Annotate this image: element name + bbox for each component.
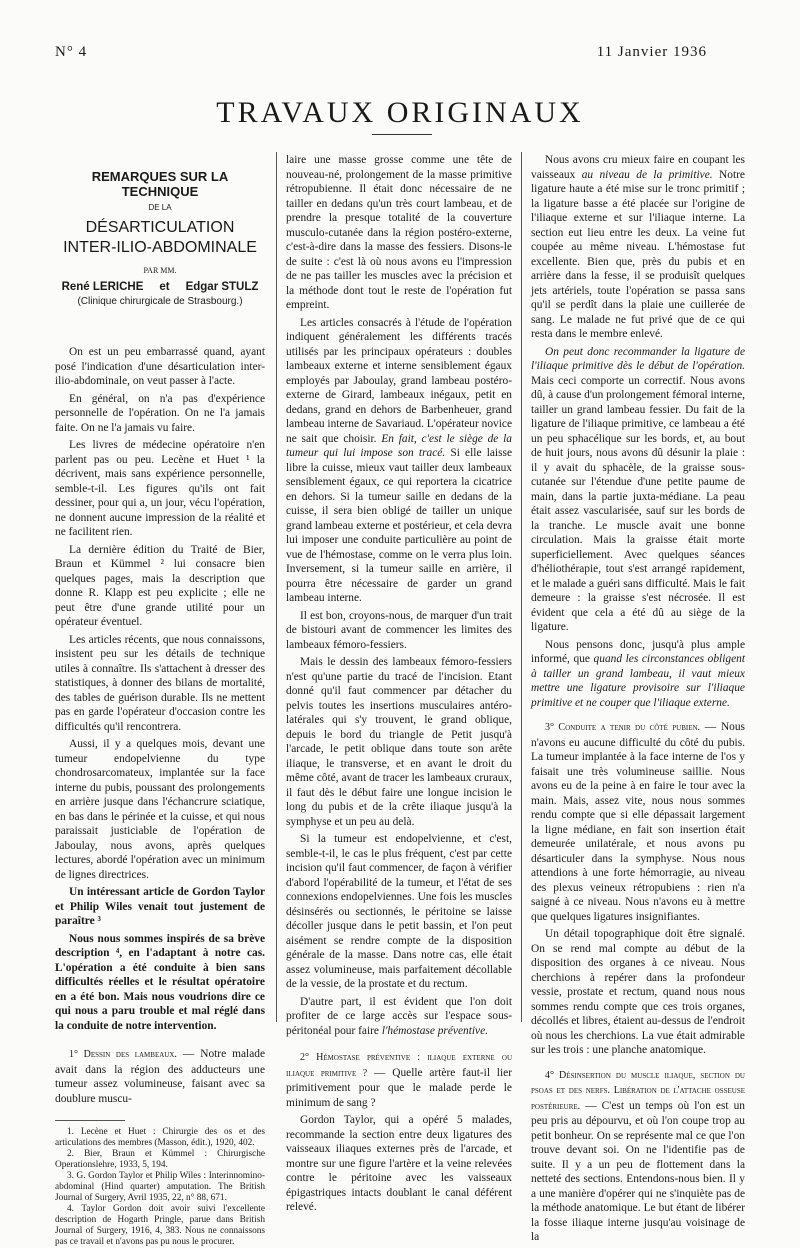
subsection-paragraph [531,1068,745,1245]
article-title-line2: INTER-ILIO-ABDOMINALE [63,238,257,256]
subsection-paragraph [286,1050,512,1110]
text-run: D'autre part, il est évident que l'on doit profiter de ce large accès sur l'espace sous-péritonéal pour faire [286,995,512,1037]
text-run-italic: En fait, c'est le siège de la tumeur qui lui impose son tracé. [286,432,512,459]
paragraph: La dernière édition du Traité de Bier, Braun et Kümmel ² lui consacre bien quelques pages, mais la description que donne R. Klapp est peu explicite ; elle ne peut être d'une grande utilité pour un opérateur éventuel. [55,543,265,628]
text-run-italic: l'hémostase préventive. [381,1024,489,1037]
text-run: Nous pensons donc, jusqu'à plus ample informé, que [531,638,745,665]
authors [55,280,265,295]
author-1: René LERICHE [61,281,144,293]
text-run: Les articles consacrés à l'étude de l'opération indiquent généralement les différents tracés utilisés par les principaux opérateurs : doubles lambeaux externe et interne sensiblement égaux employés par Jaboulay, grand lambeau postéro-externe de Girard, lambeaux inégaux, petit en dedans, grand en dehors de Barbenheuer, grand lambeau interne de Savariaud. L'opérateur novice ne sait que choisir. [286,316,512,445]
paragraph: Nous nous sommes inspirés de sa brève description ⁴, en l'adaptant à notre cas. L'opération a été conduite à bien sans difficultés réelles et le résultat opératoire en a été bon. Mais nous voudrions dire ce qui nous a paru trouble et mal réglé dans la conduite de notre intervention. [55,932,265,1032]
text-run: Si elle laisse libre la cuisse, mieux vaut tailler deux lambeaux sensiblement égaux, ce qui reportera la cicatrice en dehors. Si la tumeur saille en dedans de la cuisse, il sera bien obligé de tailler un unique grand lambeau externe et postérieur, et cela devra lui imposer une conduite particulière au point de vue de l'hémostase, comme on le verra plus loin. Inversement, si la tumeur saille en arrière, il pourra être nécessaire de garder un grand lambeau interne. [286,447,512,604]
paragraph [531,345,745,635]
subsection-heading: 2° Hémostase préventive : iliaque externe ou iliaque primitive ? [286,1052,512,1079]
paragraph: Il est bon, croyons-nous, de marquer d'un trait de bistouri avant de commencer les limites des lambeaux fémoro-fessiers. [286,609,512,651]
text-run-italic: On peut donc recommander la ligature de l'iliaque primitive dès le début de l'opération. [531,345,745,372]
paragraph: Les articles récents, que nous connaissons, insistent peu sur les détails de technique utiles à connaître. Ils s'attachent à dresser des statistiques, à donner des bilans de mortalité, des tables de guérison durable. Ils ne mettent pas en garde l'opérateur d'occasion contre les difficultés qu'il rencontrera. [55,633,265,733]
subsection-text: — Quelle artère faut-il lier primitivement pour que le malade perde le minimum de sang ? [286,1066,512,1109]
paragraph: Les livres de médecine opératoire n'en parlent pas ou peu. Lecène et Huet ¹ la décrivent, mais sans expérience personnelle, semble-t-il. Les figures qu'ils ont fait dessiner, pour qui a, un jour, vécu l'opération, ne donnent aucune impression de la réalité et ne facilitent rien. [55,439,265,538]
footnote: 2. Bier, Braun et Kümmel : Chirurgische Operationslehre, 1933, 5, 194. [55,1149,265,1170]
by-line-label: PAR MM. [143,265,177,275]
subsection-heading: 4° Désinsertion du muscle iliaque, section du psoas et des nerfs. Libération de l'attache osseuse postérieure. [531,1069,745,1112]
footnote: 3. G. Gordon Taylor et Philip Wiles : Interinnomino-abdominal (Hind quarter) amputation. The British Journal of Surgery, Avril 1935, 22, n° 88, 671. [55,1171,265,1203]
paragraph [286,995,512,1039]
text-run-italic: quand les circonstances obligent à tailler un grand lambeau, il vaut mieux mettre une ligature provisoire sur l'iliaque primitive et ne couper que l'iliaque externe. [531,653,746,709]
column-3 [531,153,745,1248]
paragraph: Un détail topographique doit être signalé. On se rend mal compte au début de la disposition des organes à ce niveau. Nous cherchions à repérer dans la profondeur vessie, prostate et rectum, quand nous nous sommes rendu compte que ces trois organes, décollés et libres, étaient au-dessus de l'endroit où nous les cherchions. La vue était admirable sur les trois : une planche anatomique. [531,928,745,1056]
paragraph: Un intéressant article de Gordon Taylor et Philip Wiles venait tout justement de paraître ³ [55,886,265,927]
text-run: Mais ceci comporte un correctif. Nous avons dû, à cause d'un prolongement fémoral interne, tailler un grand lambeau fessier. Du fait de la ligature de l'iliaque primitive, ce lambeau a été un peu sphacélique sur les bords, et, au bout de huit jours, nous avons dû désunir la plaie : il y avait du sphacèle, de la graisse sous-cutanée sur l'étendue d'une petite paume de main, dans la partie juxta-médiane. La peau était assez vascularisée, sauf sur les bords de la tranche. Le muscle avait une bonne circulation. Mais la graisse était morte superficiellement. Avec quelques séances d'héliothérapie, tout s'est arrangé rapidement, et le malade a guéri sans difficulté. Mais le fait demeure : la graisse s'est nécrosée. Il est évident que cela a été dû au siège de la ligature. [531,374,745,633]
subsection-text: — Notre malade avait dans la région des adducteurs une tumeur assez volumineuse, faisant avec sa doublure muscu- [55,1048,265,1105]
paragraph: On est un peu embarrassé quand, ayant posé l'indication d'une désarticulation inter-ilio-abdominale, on veut passer à l'acte. [55,346,265,387]
issue-date: 11 Janvier 1936 [596,44,707,60]
subsection-paragraph [531,720,745,924]
paragraph [531,153,745,342]
footnote: 4. Taylor Gordon doit avoir suivi l'excellente description de Hogarth Pringle, parue dans British Journal of Surgery, 1916, 4, 383. Nous ne connaissons pas ce travail et n'avons pas pu nous le procurer. [55,1204,265,1247]
subsection-text: — C'est un temps où l'on est un peu pris au dépourvu, et où l'on coupe trop au petit bonheur. On se représente mal ce que l'on trouve devant soi. On ne l'identifie pas de suite. Il y a un peu de flottement dans la netteté des sections. Entendons-nous bien. Il y a une manière d'opérer qui ne s'inquiète pas de la méthode anatomique. Le but étant de libérer la fosse iliaque interne jusqu'au voisinage de la [531,1099,745,1243]
paragraph: laire une masse grosse comme une tête de nouveau-né, prolongement de la masse primitive rétropubienne. Il était donc nécessaire de ne tailler en dedans qu'un très court lambeau, et de prendre la presque totalité de la couverture musculo-cutanée dans la région postéro-externe, c'est-à-dire dans la masse des fessiers. Disons-le de suite : c'est là où nous avons eu l'impression de ne pas tailler les muscles avec la précision et la méthode dont tout le reste de l'opération fut empreint. [286,154,512,311]
text-run: Notre ligature haute a été mise sur le tronc primitif ; la ligature basse a été placée sur l'origine de l'iliaque externe et sur l'iliaque interne. La section eut lieu entre les deux. La veine fut coupée au même niveau. L'hémostase fut excellente. Bien que, près du pubis et en arrière dans la fesse, il se produisît quelques jets artériels, toute l'opération se passa sans qu'il se perdît dans la plaie une cuillerée de sang. Le malade ne fut privé que de ce qui resta dans le membre enlevé. [531,168,745,340]
subsection-heading: 3° Conduite a tenir du côté pubien. [545,722,701,733]
author-conjunction: et [159,281,170,293]
paragraph: En général, on n'a pas d'expérience personnelle de l'opération. On ne l'a jamais faite. On ne l'a jamais vu faire. [55,392,265,434]
affiliation: (Clinique chirurgicale de Strasbourg.) [77,295,243,307]
column-1 [55,170,265,1248]
subsection-text: — Nous n'avons eu aucune difficulté du côté du pubis. La tumeur implantée à la face interne de l'os y faisait une très volumineuse saillie. Nous avons eu de la peine à en faire le tour avec la main. Mais, assez vite, nous nous sommes rendu compte que si elle dépassait largement la ligne médiane, en fait son insertion était demeurée unilatérale, et nous avons pu désarticuler dans la symphyse. Nous nous attendions à une forte hémorragie, au niveau des plexus veineux rétropubiens : rien n'a saigné à ce niveau. Nous n'avons eu à mettre que quelques ligatures insignifiantes. [531,721,745,923]
paragraph: Aussi, il y a quelques mois, devant une tumeur endopelvienne du type chondrosarcomateux, implantée sur la face interne du pubis, poussant des prolongements en arrière jusque dans l'échancrure sciatique, en bas dans le périnée et la cuisse, et qui nous paraissait justiciable de l'opération de Jaboulay, nous avons, après quelques lectures, abordé l'opération avec un minimum de lignes directrices. [55,738,265,881]
subsection-paragraph [55,1047,265,1106]
article-title-de: DE LA [148,203,172,212]
section-title: TRAVAUX ORIGINAUX [216,96,584,129]
column-2 [286,153,512,1218]
text-run-italic: au niveau de la primitive. [581,168,713,181]
paragraph [531,638,745,711]
paragraph: Mais le dessin des lambeaux fémoro-fessiers n'est qu'une partie du tracé de l'incision. Etant donné qu'il faut commencer par détacher du pelvis toutes les insertions musculaires antéro-latérales qui s'y trouvent, le grand oblique, depuis le bord du triangle de Petit jusqu'à l'arcade, le petit oblique dans toute son arête iliaque, le transverse, et en avant le droit du même côté, avant de tracer les lambeaux cruraux, il faut dès le début faire une longue incision le long du pubis et de la crête iliaque jusqu'à la symphyse et un peu au delà. [286,656,512,828]
issue-number: N° 4 [55,44,88,60]
column-divider [521,152,522,1022]
footnote-rule [55,1120,125,1121]
paragraph [286,316,512,606]
subsection-heading: 1° Dessin des lambeaux. [69,1049,177,1060]
paragraph: Gordon Taylor, qui a opéré 5 malades, recommande la section entre deux ligatures des vaisseaux iliaques externes près de l'arcade, et montre sur une figure l'artère et la veine relevées contre le péritoine avec les vaisseaux épigastriques intacts doublant le canal déférent relevé. [286,1114,512,1213]
title-rule [372,134,432,135]
column-divider [276,152,277,1022]
footnote: 1. Lecène et Huet : Chirurgie des os et des articulations des membres (Masson, édit.), 1920, 402. [55,1127,265,1148]
paragraph: Si la tumeur est endopelvienne, et c'est, semble-t-il, le cas le plus fréquent, c'est par cette incision qu'il faut commencer, de façon à vérifier d'abord l'opérabilité de la tumeur, et l'état de ses connexions endopelviennes. Une fois les muscles désinsérés ou sectionnés, le péritoine se laisse décoller jusque dans le petit bassin, et l'on peut aisément se rendre compte de la disposition générale de la masse. Dans notre cas, elle était assez volumineuse, mais parfaitement décollable de la vessie, de la prostate et du rectum. [286,833,512,990]
article-title-top: REMARQUES SUR LA TECHNIQUE [91,169,229,199]
text-run: Nous avons cru mieux faire en coupant les vaisseaux [531,154,745,181]
author-2: Edgar STULZ [185,281,259,293]
article-title-line1: DÉSARTICULATION [85,218,235,236]
